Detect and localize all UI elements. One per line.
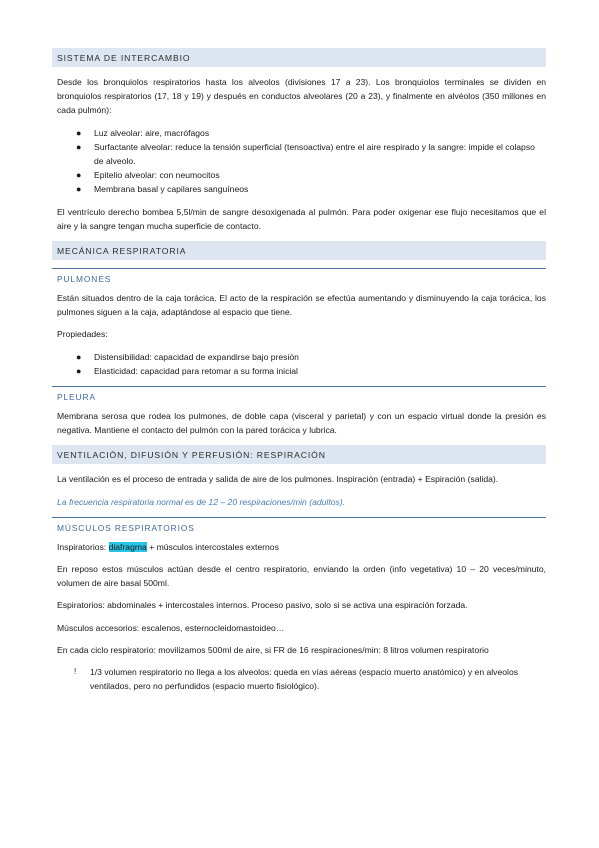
ciclo-text: En cada ciclo respiratorio: movilizamos 500ml de aire, si FR de 16 respiraciones/min: 8 litros volumen respiratorio xyxy=(57,644,489,655)
espiratorios-text: Espiratorios: abdominales + intercostales internos. Proceso pasivo, solo si se activa una espiración forzada. xyxy=(57,600,468,611)
accesorios-text: Músculos accesorios: escalenos, esternocleidomastoideo… xyxy=(57,622,285,633)
inspiratorios-text: Inspiratorios: diafragma + músculos intercostales externos xyxy=(57,541,279,552)
subsection-pleura xyxy=(52,386,546,402)
section-heading-ventilacion: VENTILACIÓN, DIFUSIÓN Y PERFUSIÓN: RESPIRACIÓN xyxy=(52,445,546,464)
bullet-icon: ● xyxy=(76,127,82,138)
list-item: ● Elasticidad: capacidad para retomar a su forma inicial xyxy=(52,364,546,378)
list-item: ● Epitelio alveolar: con neumocitos xyxy=(52,168,546,182)
subsection-musculos xyxy=(52,517,546,533)
pulmones-props-label: Propiedades: xyxy=(57,329,108,340)
list-item: ● Luz alveolar: aire, macrófagos xyxy=(52,126,546,140)
frecuencia-note: La frecuencia respiratoria normal es de 12 – 20 respiraciones/min (adultos). xyxy=(57,496,346,507)
warn-list xyxy=(52,665,546,693)
reposo-text: En reposo estos músculos actúan desde el centro respiratorio, enviando la orden (info vegetativa) 10 – 20 veces/minuto, volumen de aire basal 500ml. xyxy=(57,564,546,589)
list-item: ● Distensibilidad: capacidad de expandirse bajo presión xyxy=(52,350,546,364)
pulmones-list xyxy=(52,350,546,378)
pleura-text: Membrana serosa que rodea los pulmones, de doble capa (visceral y parietal) y con un espacio virtual donde la presión es negativa. Mantiene el contacto del pulmón con la pared torácica y lubrica. xyxy=(57,411,546,436)
bullet-icon: ● xyxy=(76,141,82,152)
list-item: ● Surfactante alveolar: reduce la tensión superficial (tensoactiva) entre el aire respirado y la sangre: impide el colapso de alveolo. xyxy=(76,141,535,167)
bullet-icon: ● xyxy=(76,184,82,195)
ventilacion-text: La ventilación es el proceso de entrada y salida de aire de los pulmones. Inspiración (entrada) + Espiración (salida). xyxy=(57,474,499,485)
subheading-pulmones: PULMONES xyxy=(57,274,112,285)
intercambio-intro: Desde los bronquiolos respiratorios hasta los alveolos (divisiones 17 a 23). Los bronquiolos terminales se dividen en bronquiolos respiratorios (17, 18 y 19) y después en conductos alveolares (20 a 23), y finalmente en alvéolos (350 millones en cada pulmón): xyxy=(57,77,546,116)
subheading-pleura: PLEURA xyxy=(57,392,96,403)
exclamation-icon: ! xyxy=(74,667,77,677)
pulmones-text: Están situados dentro de la caja torácica. El acto de la respiración se efectúa aumentando y disminuyendo la caja torácica, los pulmones siguen a la caja, adaptándose al espacio que tiene. xyxy=(57,293,546,318)
intercambio-list xyxy=(52,126,546,197)
bullet-icon: ● xyxy=(76,365,82,376)
list-item: ● Membrana basal y capilares sanguíneos xyxy=(52,182,546,196)
intercambio-closing: El ventrículo derecho bombea 5,5l/min de sangre desoxigenada al pulmón. Para poder oxigenar ese flujo necesitamos que el aire y la sangre tengan mucha superficie de contacto. xyxy=(57,206,546,231)
section-heading-mecanica: MECÁNICA RESPIRATORIA xyxy=(52,241,546,260)
subsection-pulmones xyxy=(52,268,546,284)
subheading-musculos: MÚSCULOS RESPIRATORIOS xyxy=(57,522,195,533)
list-item: ! 1/3 volumen respiratorio no llega a los alveolos: queda en vías aéreas (espacio muerto anatómico) y en alveolos ventilados, pero no perfundidos (espacio muerto fisiológico). xyxy=(74,667,519,692)
highlighted-term: diafragma xyxy=(108,541,147,552)
section-heading-intercambio: SISTEMA DE INTERCAMBIO xyxy=(52,48,546,67)
bullet-icon: ● xyxy=(76,351,82,362)
bullet-icon: ● xyxy=(76,170,82,181)
document-page xyxy=(52,48,546,701)
